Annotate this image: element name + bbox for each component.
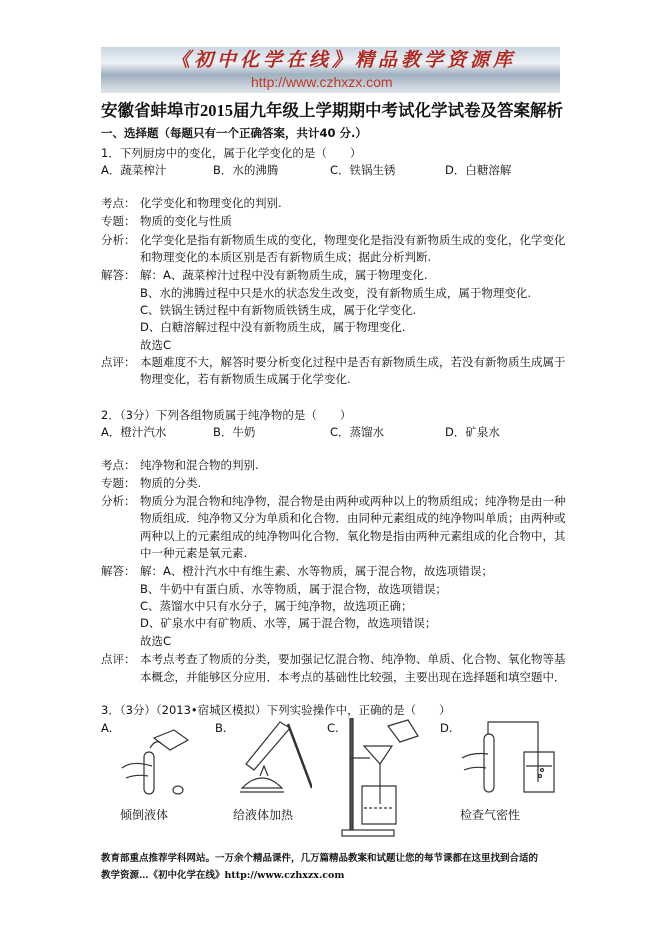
q2-dianping-line: 本考点考查了物质的分类，要加强记忆混合物、纯净物、单质、化合物、氧化物等基: [140, 652, 566, 666]
banner-url: http://www.czhxzx.com: [251, 74, 393, 90]
q3-caption-b: 给液体加热: [233, 808, 294, 822]
label-zhuanti: 专题：: [101, 476, 136, 490]
q1-option-d: D．白糖溶解: [445, 163, 512, 177]
label-fenxi: 分析：: [101, 494, 136, 508]
q2-jieda-line: C、蒸馏水中只有水分子，属于纯净物，故选项正确；: [140, 599, 413, 613]
banner-title: 《初中化学在线》精品教学资源库: [171, 49, 517, 71]
label-zhuanti: 专题：: [101, 214, 136, 228]
q1-jieda-line: D、白糖溶解过程中没有新物质生成，属于物理变化.: [140, 320, 406, 334]
q1-dianping-line: 物理变化，若有新物质生成属于化学变化.: [140, 372, 351, 386]
q2-option-d: D．矿泉水: [445, 425, 500, 439]
q2-zhuanti: 物质的分类.: [140, 476, 202, 490]
q1-answer: 故选C: [140, 338, 172, 352]
label-jieda: 解答：: [101, 564, 136, 578]
pouring-liquid-figure: [120, 718, 200, 798]
q1-zhuanti: 物质的变化与性质: [140, 214, 232, 228]
q3-stem: 3．（3分）（2013•宿城区模拟）下列实验操作中，正确的是（ ）: [101, 703, 451, 717]
q1-kaodian: 化学变化和物理变化的判别.: [140, 196, 282, 210]
q3-option-b: B.: [215, 721, 227, 735]
q1-jieda-line: 解：A、蔬菜榨汁过程中没有新物质生成，属于物理变化.: [140, 268, 428, 282]
q2-stem: 2．（3分）下列各组物质属于纯净物的是（ ）: [101, 408, 352, 422]
heating-liquid-figure: [232, 718, 312, 798]
q3-caption-a: 倾倒液体: [120, 808, 169, 822]
q1-dianping-line: 本题难度不大，解答时要分析变化过程中是否有新物质生成，若没有新物质生成属于: [140, 355, 566, 369]
page-title: 安徽省蚌埠市2015届九年级上学期期中考试化学试卷及答案解析: [101, 101, 563, 120]
q3-option-a: A.: [101, 721, 113, 735]
q2-kaodian: 纯净物和混合物的判别.: [140, 458, 259, 472]
q2-option-c: C．蒸馏水: [330, 425, 385, 439]
q2-fenxi-line: 中一种元素是氧元素.: [140, 546, 248, 560]
label-dianping: 点评：: [101, 652, 136, 666]
footer-line: 教学资源…《初中化学在线》http://www.czhxzx.com: [101, 870, 345, 881]
q2-option-a: A．橙汁汽水: [101, 425, 167, 439]
q3-caption-d: 检查气密性: [460, 808, 521, 822]
q2-jieda-line: 解：A、橙汁汽水中有维生素、水等物质，属于混合物，故选项错误；: [140, 564, 493, 578]
q1-jieda-line: C、铁锅生锈过程中有新物质铁锈生成，属于化学变化.: [140, 303, 417, 317]
q1-stem: 1．下列厨房中的变化，属于化学变化的是（ ）: [101, 146, 362, 160]
airtightness-check-figure: [460, 718, 560, 798]
label-fenxi: 分析：: [101, 233, 136, 247]
q2-dianping-line: 本概念，并能够区分应用．本考点的基础性比较强，主要出现在选择题和填空题中．: [140, 670, 566, 684]
label-jieda: 解答：: [101, 268, 136, 282]
q1-option-a: A．蔬菜榨汁: [101, 163, 167, 177]
label-kaodian: 考点：: [101, 196, 136, 210]
banner-image: [101, 47, 560, 93]
q2-fenxi-line: 物质分为混合物和纯净物，混合物是由两种或两种以上的物质组成；纯净物是由一种: [140, 494, 566, 508]
filtration-figure: [340, 718, 430, 840]
q2-fenxi-line: 物质组成．纯净物又分为单质和化合物．由同种元素组成的纯净物叫单质；由两种或: [140, 511, 566, 525]
label-kaodian: 考点：: [101, 458, 136, 472]
q1-option-b: B．水的沸腾: [213, 163, 279, 177]
q3-option-d: D.: [440, 721, 453, 735]
q1-fenxi-line: 和物理变化的本质区别是否有新物质生成；据此分析判断.: [140, 250, 432, 264]
q2-answer: 故选C: [140, 634, 172, 648]
footer-line: 教育部重点推荐学科网站。一万余个精品课件，几万篇精品教案和试题让您的每节课都在这里找到合适的: [101, 853, 539, 864]
q3-option-c: C.: [327, 721, 339, 735]
q2-jieda-line: D、矿泉水中有矿物质、水等，属于混合物，故选项错误；: [140, 616, 437, 630]
label-dianping: 点评：: [101, 355, 136, 369]
q2-fenxi-line: 两种以上的元素组成的纯净物叫化合物．氧化物是指由两种元素组成的化合物中，其: [140, 529, 566, 543]
section-heading: 一、选择题（每题只有一个正确答案，共计40 分.）: [101, 126, 367, 140]
q2-option-b: B．牛奶: [213, 425, 256, 439]
q2-jieda-line: B、牛奶中有蛋白质、水等物质，属于混合物，故选项错误；: [140, 582, 447, 596]
q1-jieda-line: B、水的沸腾过程中只是水的状态发生改变，没有新物质生成，属于物理变化.: [140, 286, 532, 300]
q1-option-c: C．铁锅生锈: [330, 163, 396, 177]
q1-fenxi-line: 化学变化是指有新物质生成的变化，物理变化是指没有新物质生成的变化，化学变化: [140, 233, 566, 247]
